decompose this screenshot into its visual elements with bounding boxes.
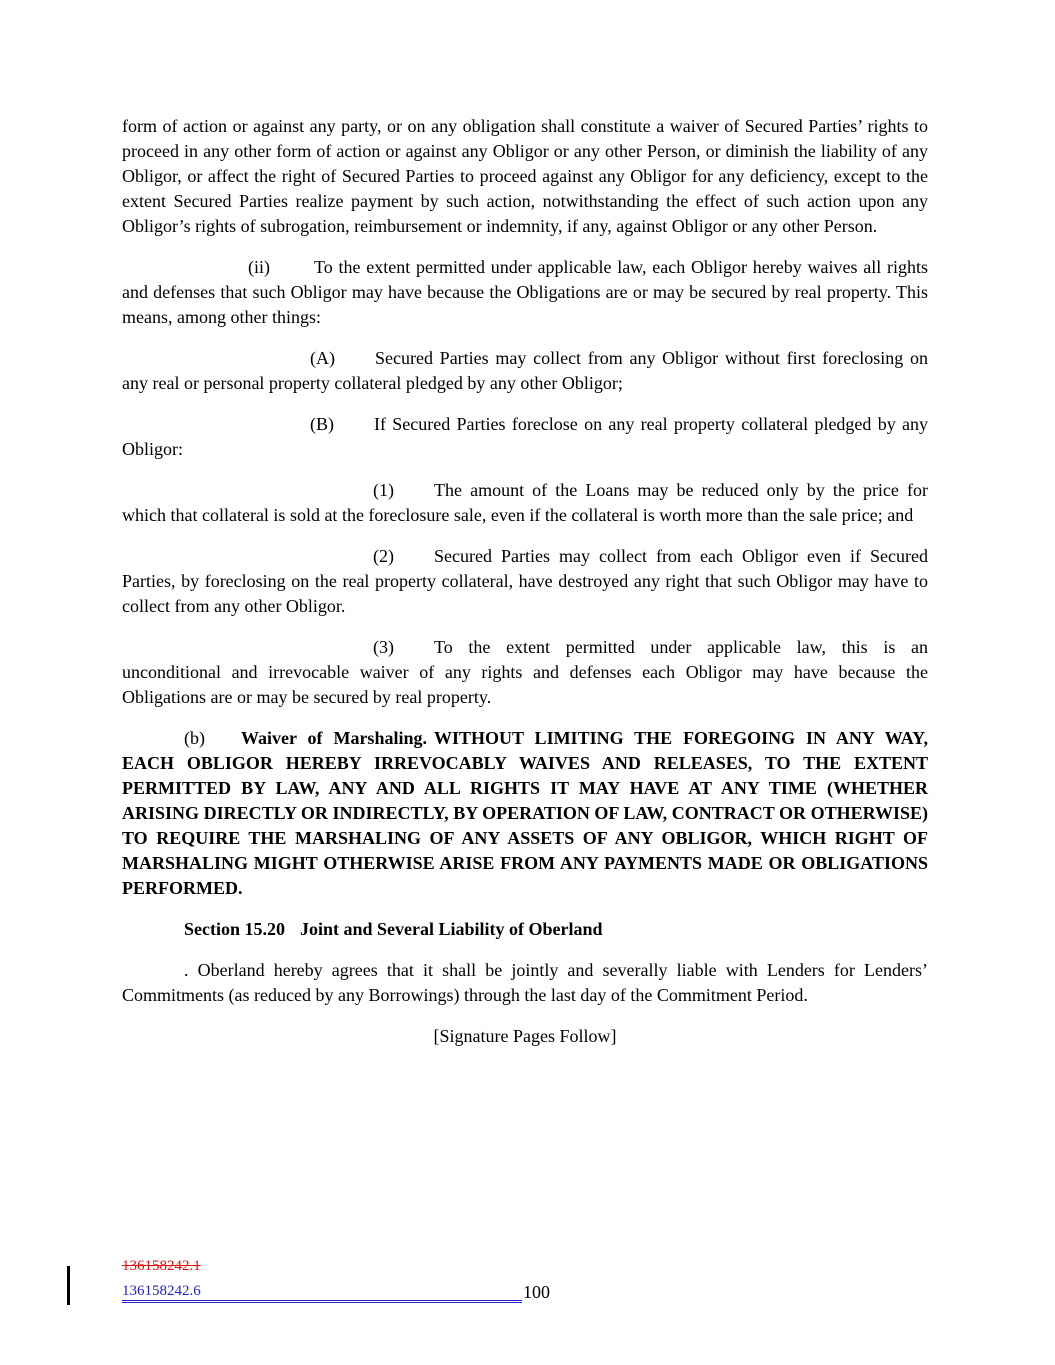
list-text-A: Secured Parties may collect from any Obligor without first foreclosing on any real or personal property collateral pledged by any other Obligor; (122, 348, 928, 393)
deleted-doc-id: 136158242.1 (122, 1258, 201, 1274)
clause-text: WITHOUT LIMITING THE FOREGOING IN ANY WAY, EACH OBLIGOR HEREBY IRREVOCABLY WAIVES AND RELEASES, TO THE EXTENT PERMITTED BY LAW, ANY AND ALL RIGHTS IT MAY HAVE AT ANY TIME (WHETHER ARISING DIRECTLY OR INDIRECTLY, BY OPERATION OF LAW, CONTRACT OR OTHERWISE) TO REQUIRE THE MARSHALING OF ANY ASSETS OF ANY OBLIGOR, WHICH RIGHT OF MARSHALING MIGHT OTHERWISE ARISE FROM ANY PAYMENTS MADE OR OBLIGATIONS PERFORMED. (122, 728, 928, 898)
list-item-3 (122, 635, 928, 710)
revision-change-bar (67, 1266, 70, 1305)
list-label-B: (B) (310, 414, 334, 434)
list-text-1: The amount of the Loans may be reduced only by the price for which that collateral is sold at the foreclosure sale, even if the collateral is worth more than the sale price; and (122, 480, 928, 525)
list-text-2: Secured Parties may collect from each Obligor even if Secured Parties, by foreclosing on the real property collateral, have destroyed any right that such Obligor may have to collect from any other Obligor. (122, 546, 928, 616)
clause-waiver-of-marshaling (122, 726, 928, 901)
signature-pages-note: [Signature Pages Follow] (433, 1026, 617, 1046)
list-text-ii: To the extent permitted under applicable law, each Obligor hereby waives all rights and defenses that such Obligor may have because the Obligations are or may be secured by real property. This means, among other things: (122, 257, 928, 327)
list-item-2 (122, 544, 928, 619)
list-text-B: If Secured Parties foreclose on any real property collateral pledged by any Obligor: (122, 414, 928, 459)
list-text-3: To the extent permitted under applicable law, this is an unconditional and irrevocable waiver of any rights and defenses each Obligor may have because the Obligations are or may be secured by real property. (122, 637, 928, 707)
list-label-A: (A) (310, 348, 335, 368)
section-title: Joint and Several Liability of Oberland (300, 919, 603, 939)
document-body (122, 114, 928, 1065)
inserted-doc-id-rule (122, 1281, 522, 1303)
clause-title: Waiver of Marshaling. (241, 728, 427, 748)
page-number: 100 (523, 1282, 550, 1302)
list-label-3: (3) (373, 637, 394, 657)
list-item-1 (122, 478, 928, 528)
list-label-1: (1) (373, 480, 394, 500)
paragraph-continuation: form of action or against any party, or on any obligation shall constitute a waiver of Secured Parties’ rights to proceed in any other form of action or against any Obligor or any other Person, or diminish the liability of any Obligor, or affect the right of Secured Parties to proceed against any Obligor for any deficiency, except to the extent Secured Parties realize payment by such action, notwithstanding the effect of such action upon any Obligor’s rights of subrogation, reimbursement or indemnity, if any, against Obligor or any other Person. (122, 116, 928, 236)
paragraph-oberland: . Oberland hereby agrees that it shall be jointly and severally liable with Lenders for Lenders’ Commitments (as reduced by any Borrowings) through the last day of the Commitment Period. (122, 960, 928, 1005)
list-label-ii: (ii) (248, 257, 270, 277)
list-item-A (122, 346, 928, 396)
inserted-doc-id: 136158242.6 (122, 1283, 201, 1299)
list-item-B (122, 412, 928, 462)
list-label-2: (2) (373, 546, 394, 566)
clause-label-b: (b) (184, 728, 205, 748)
section-number: Section 15.20 (184, 919, 285, 939)
section-heading (122, 917, 928, 942)
list-item-ii (122, 255, 928, 330)
